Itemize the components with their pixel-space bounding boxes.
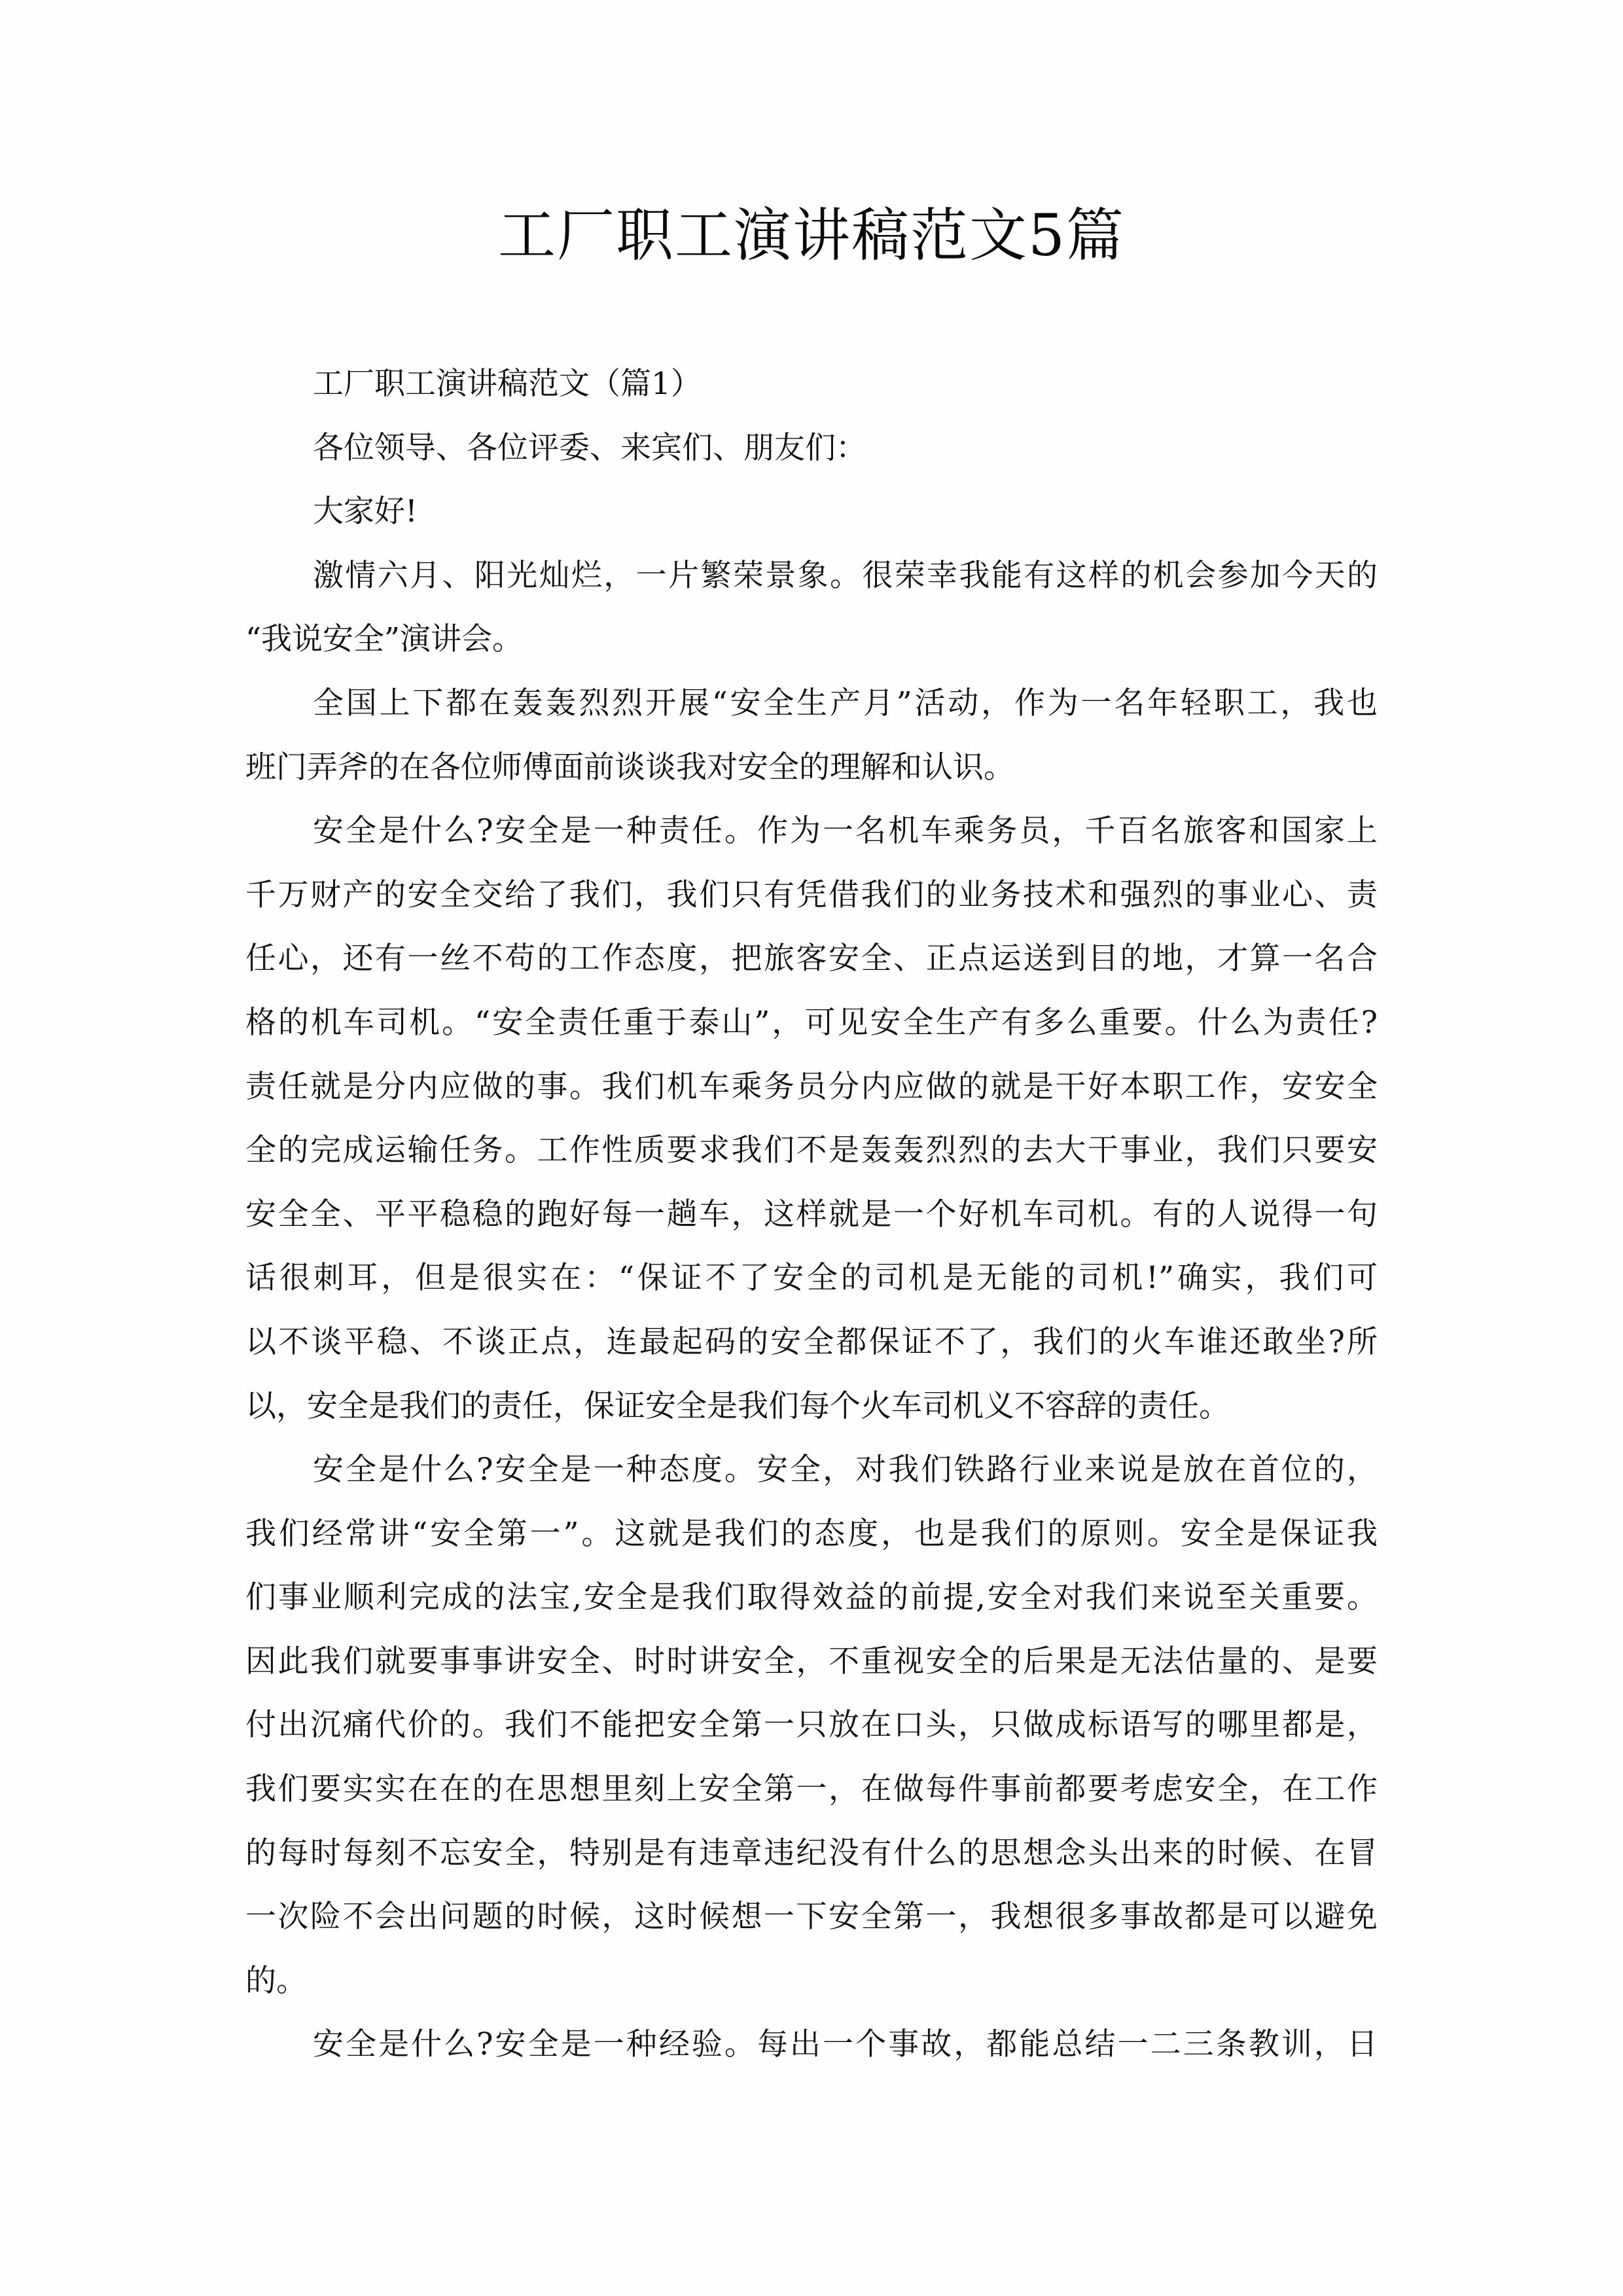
text-line: 一次险不会出问题的时候，这时候想一下安全第一，我想很多事故都是可以避免 [245,1899,1378,1935]
text-line: 安全是什么?安全是一种责任。作为一名机车乘务员，千百名旅客和国家上 [313,813,1378,850]
text-line: 的。 [245,1962,307,1999]
text-line: 的每时每刻不忘安全，特别是有违章违纪没有什么的思想念头出来的时候、在冒 [245,1835,1378,1871]
text-line: “我说安全”演讲会。 [245,621,524,658]
text-line: 我们要实实在在的在思想里刻上安全第一，在做每件事前都要考虑安全，在工作 [245,1771,1378,1808]
text-line: 全国上下都在轰轰烈烈开展“安全生产月”活动，作为一名年轻职工，我也 [313,685,1378,721]
text-line: 班门弄斧的在各位师傅面前谈谈我对安全的理解和认识。 [245,749,1014,785]
text-line: 全的完成运输任务。工作性质要求我们不是轰轰烈烈的去大干事业，我们只要安 [245,1132,1378,1169]
text-line: 付出沉痛代价的。我们不能把安全第一只放在口头，只做成标语写的哪里都是， [245,1707,1378,1744]
text-line: 各位领导、各位评委、来宾们、朋友们： [313,429,866,466]
text-line: 格的机车司机。“安全责任重于泰山”，可见安全生产有多么重要。什么为责任? [245,1004,1378,1041]
document-body [245,352,1378,2077]
text-line: 以，安全是我们的责任，保证安全是我们每个火车司机义不容辞的责任。 [245,1388,1230,1424]
text-line: 安全是什么?安全是一种态度。安全，对我们铁路行业来说是放在首位的， [313,1452,1378,1488]
text-line: 激情六月、阳光灿烂，一片繁荣景象。很荣幸我能有这样的机会参加今天的 [313,557,1378,594]
text-line: 安全全、平平稳稳的跑好每一趟车，这样就是一个好机车司机。有的人说得一句 [245,1196,1378,1232]
document-title: 工厂职工演讲稿范文5篇 [498,202,1125,269]
text-line: 安全是什么?安全是一种经验。每出一个事故，都能总结一二三条教训，日 [313,2026,1378,2063]
text-line: 责任就是分内应做的事。我们机车乘务员分内应做的就是干好本职工作，安安全 [245,1068,1378,1105]
text-line: 们事业顺利完成的法宝,安全是我们取得效益的前提,安全对我们来说至关重要。 [245,1579,1378,1616]
text-line: 话很刺耳，但是很实在：“保证不了安全的司机是无能的司机!”确实，我们可 [245,1260,1378,1297]
text-line: 以不谈平稳、不谈正点，连最起码的安全都保证不了，我们的火车谁还敢坐?所 [245,1323,1378,1360]
text-line: 任心，还有一丝不苟的工作态度，把旅客安全、正点运送到目的地，才算一名合 [245,941,1378,977]
text-line: 因此我们就要事事讲安全、时时讲安全，不重视安全的后果是无法估量的、是要 [245,1643,1378,1679]
text-line: 工厂职工演讲稿范文（篇1） [313,366,702,402]
text-line: 我们经常讲“安全第一”。这就是我们的态度，也是我们的原则。安全是保证我 [245,1515,1378,1552]
text-line: 千万财产的安全交给了我们，我们只有凭借我们的业务技术和强烈的事业心、责 [245,876,1378,913]
text-line: 大家好! [313,493,418,530]
